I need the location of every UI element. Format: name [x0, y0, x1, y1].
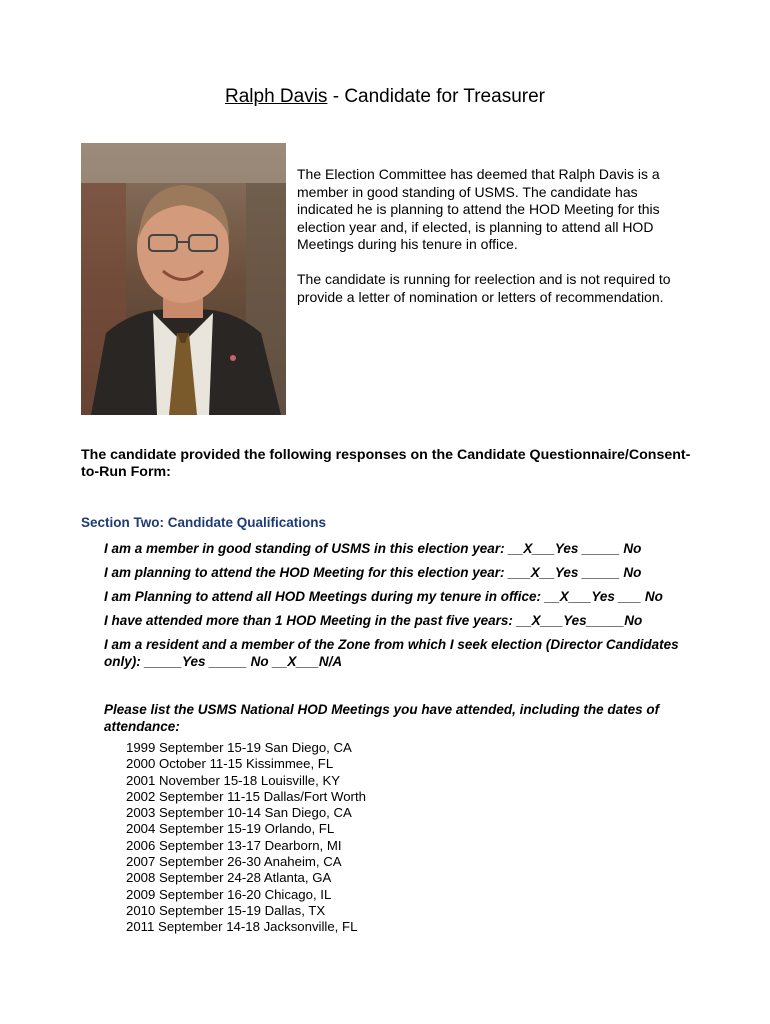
intro-paragraph-2: The candidate is running for reelection and is not required to provide a letter of nomination or letters of recommendation.	[297, 270, 671, 305]
questionnaire-intro: The candidate provided the following responses on the Candidate Questionnaire/Consent-to-Run Form:	[81, 447, 691, 480]
candidate-photo	[81, 143, 286, 415]
question-zone-resident: I am a resident and a member of the Zone from which I seek election (Director Candidates only): _____Yes _____ No __X___N/A	[104, 637, 679, 669]
list-item: 2007 September 26-30 Anaheim, CA	[126, 854, 342, 870]
question-attend-hod: I am planning to attend the HOD Meeting for this election year: ___X__Yes _____ No	[104, 565, 642, 580]
list-item: 2001 November 15-18 Louisville, KY	[126, 772, 341, 788]
candidate-portrait-icon	[81, 143, 286, 415]
section-heading: Section Two: Candidate Qualifications	[81, 515, 327, 530]
question-list-meetings: Please list the USMS National HOD Meetings you have attended, including the dates of attendance:	[104, 702, 660, 734]
intro-text	[297, 166, 697, 323]
title-rest: - Candidate for Treasurer	[327, 86, 545, 107]
question-attend-all-hod: I am Planning to attend all HOD Meetings during my tenure in office: __X___Yes ___ No	[104, 589, 663, 604]
list-item: 2002 September 11-15 Dallas/Fort Worth	[126, 788, 366, 804]
candidate-name: Ralph Davis	[225, 86, 328, 107]
question-good-standing: I am a member in good standing of USMS in this election year: __X___Yes _____ No	[104, 541, 642, 556]
list-item: 1999 September 15-19 San Diego, CA	[126, 740, 352, 755]
list-item: 2004 September 15-19 Orlando, FL	[126, 821, 335, 837]
intro-paragraph-1: The Election Committee has deemed that Ralph Davis is a member in good standing of USMS. The candidate has indicated he is planning to attend the HOD Meeting for this election year and, if elected, is planning to attend all HOD Meetings during his tenure in office.	[297, 166, 660, 253]
list-item: 2011 September 14-18 Jacksonville, FL	[126, 919, 358, 935]
list-item: 2009 September 16-20 Chicago, IL	[126, 886, 332, 902]
meetings-list	[126, 740, 366, 936]
question-attended-past: I have attended more than 1 HOD Meeting in the past five years: __X___Yes_____No	[104, 613, 643, 628]
list-item: 2003 September 10-14 San Diego, CA	[126, 805, 352, 821]
list-item: 2010 September 15-19 Dallas, TX	[126, 902, 326, 918]
list-item: 2000 October 11-15 Kissimmee, FL	[126, 756, 334, 772]
list-item: 2008 September 24-28 Atlanta, GA	[126, 870, 332, 886]
list-item: 2006 September 13-17 Dearborn, MI	[126, 837, 342, 853]
page-title	[0, 85, 770, 109]
